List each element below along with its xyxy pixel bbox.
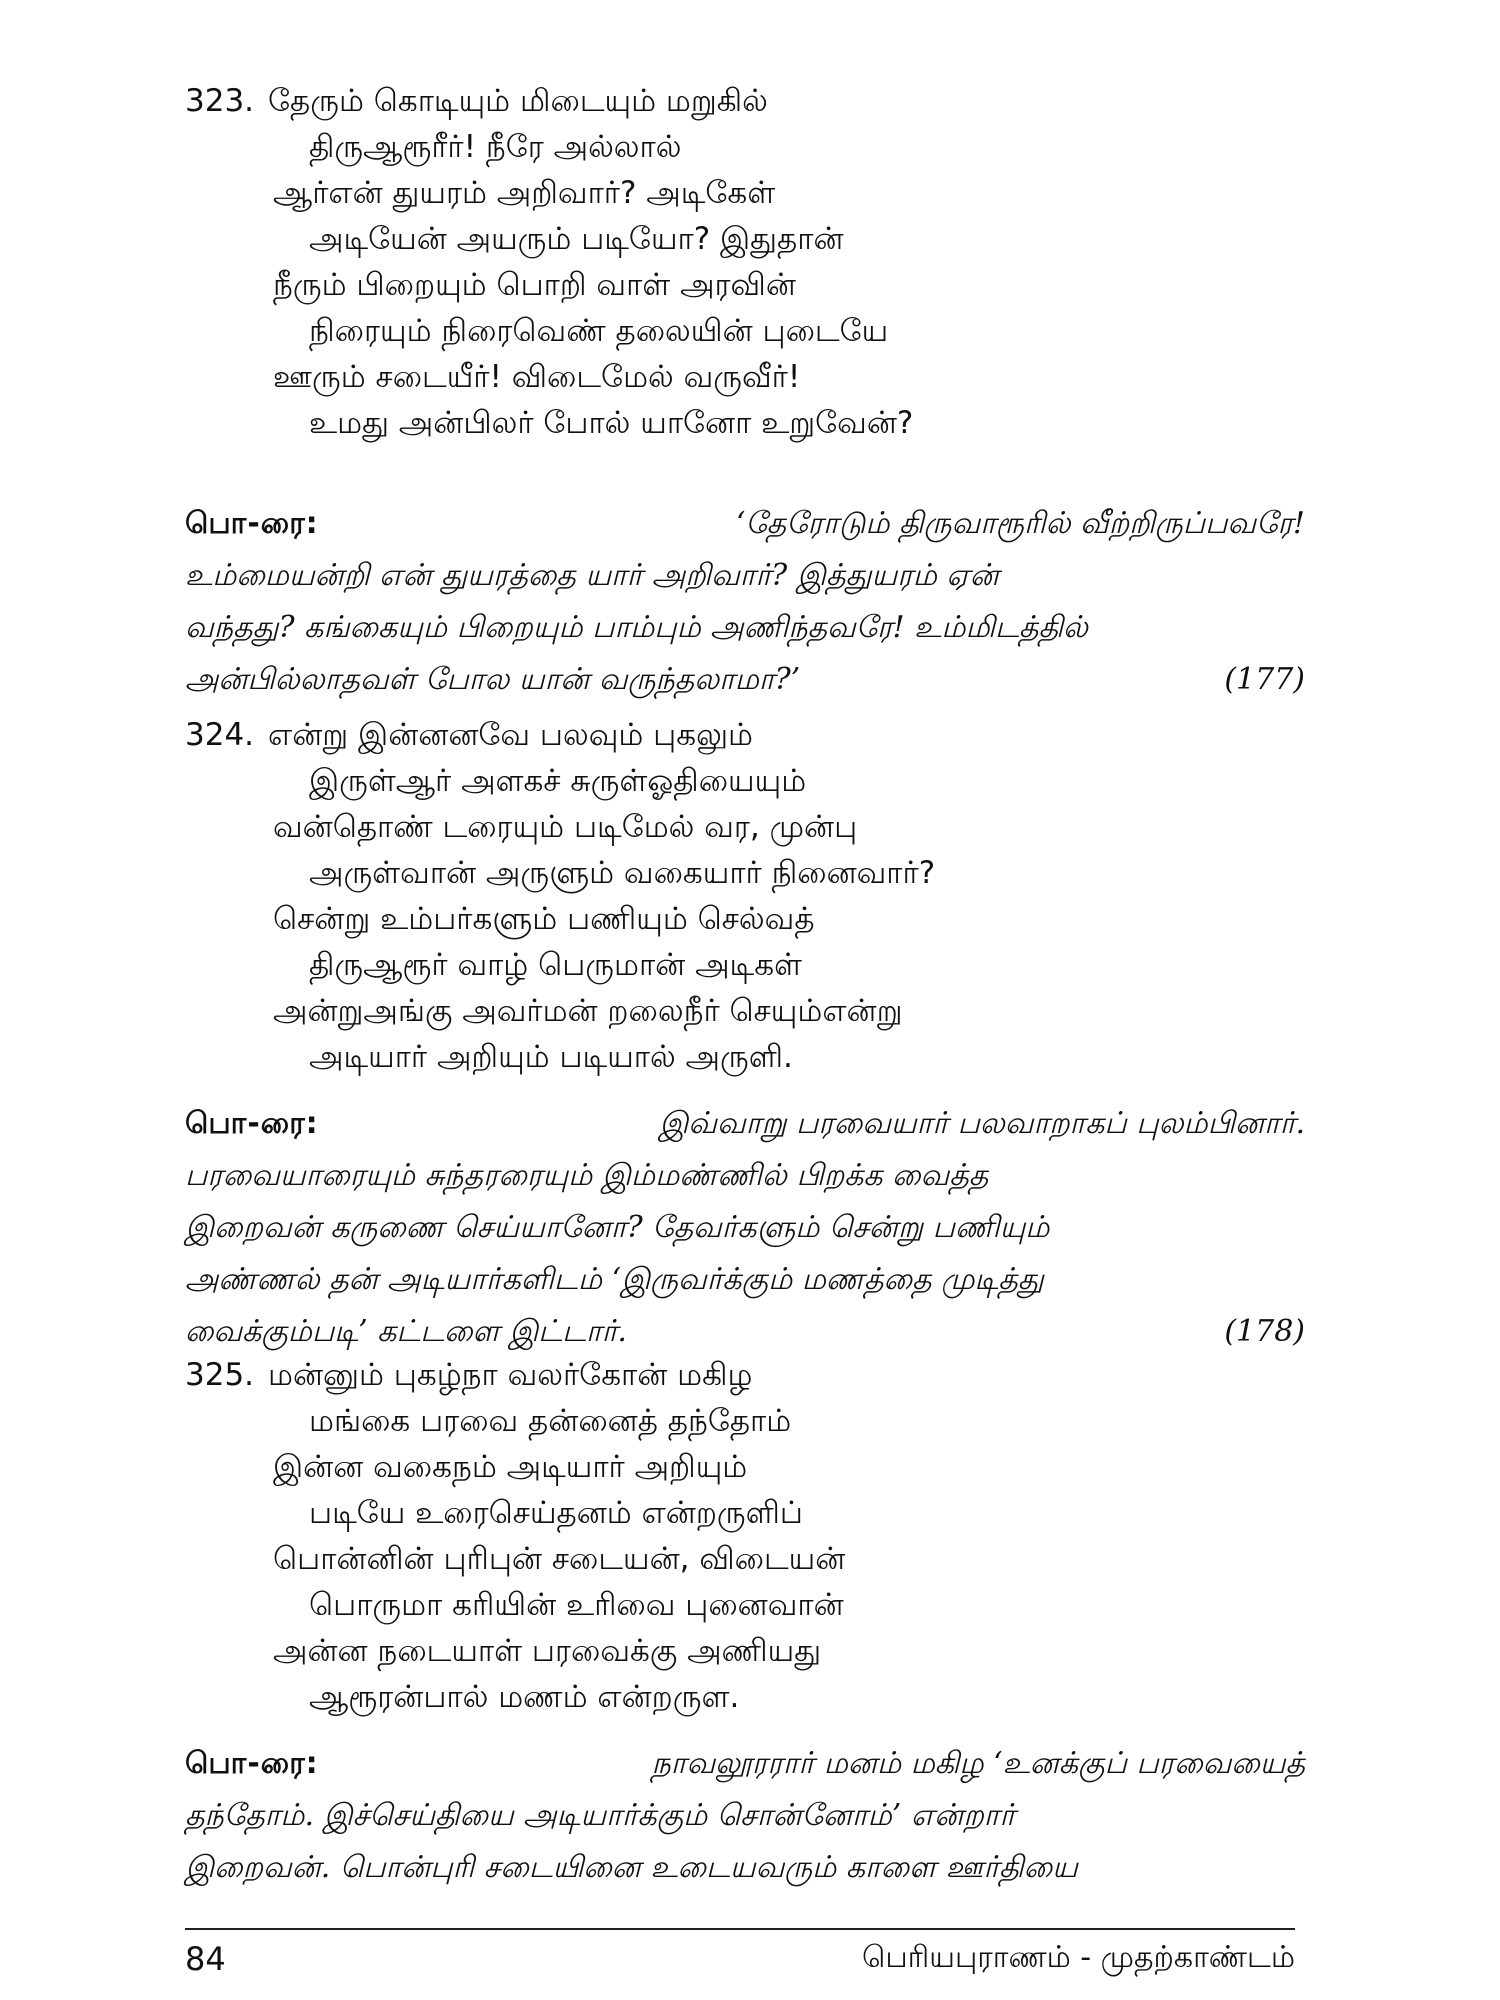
verse-line: அருள்வான் அருளும் வகையார் நினைவார்? bbox=[309, 855, 936, 891]
commentary-178 bbox=[185, 1098, 1305, 1358]
commentary-179 bbox=[185, 1738, 1305, 1894]
commentary-line: இறைவன். பொன்புரி சடையினை உடையவரும் காளை ஊர்தியை bbox=[185, 1850, 1078, 1885]
commentary-label: பொ-ரை: bbox=[185, 506, 319, 541]
commentary-line: வைக்கும்படி’ கட்டளை இட்டார். (178) bbox=[185, 1306, 1305, 1358]
commentary-line: பரவையாரையும் சுந்தரரையும் இம்மண்ணில் பிறக்க வைத்த bbox=[185, 1158, 989, 1193]
footer-rule bbox=[185, 1928, 1295, 1930]
verse-number: 324. bbox=[185, 717, 255, 753]
commentary-line: அன்பில்லாதவள் போல யான் வருந்தலாமா?’ (177) bbox=[185, 654, 1305, 706]
commentary-label: பொ-ரை: bbox=[185, 1746, 319, 1781]
verse-323 bbox=[185, 78, 1305, 446]
verse-line: நீரும் பிறையும் பொறி வாள் அரவின் bbox=[273, 267, 796, 303]
verse-324 bbox=[185, 712, 1305, 1080]
verse-line: திருஆரூர் வாழ் பெருமான் அடிகள் bbox=[309, 947, 803, 983]
verse-line: பொன்னின் புரிபுன் சடையன், விடையன் bbox=[273, 1541, 846, 1577]
commentary-line: பொ-ரை: ‘தேரோடும் திருவாரூரில் வீற்றிருப்பவரே! bbox=[185, 498, 1305, 550]
commentary-line: பொ-ரை: நாவலூரரார் மனம் மகிழ ‘உனக்குப் பரவையைத் bbox=[185, 1738, 1305, 1790]
verse-number: 323. bbox=[185, 83, 255, 119]
verse-line: அன்ன நடையாள் பரவைக்கு அணியது bbox=[273, 1633, 822, 1669]
verse-number: 325. bbox=[185, 1357, 255, 1393]
verse-line: சென்று உம்பர்களும் பணியும் செல்வத் bbox=[273, 901, 815, 937]
verse-line: உமது அன்பிலர் போல் யானோ உறுவேன்? bbox=[309, 405, 914, 441]
verse-reference: (178) bbox=[1224, 1314, 1305, 1349]
verse-line: இருள்ஆர் அளகச் சுருள்ஓதியையும் bbox=[309, 763, 807, 799]
commentary-line: வந்தது? கங்கையும் பிறையும் பாம்பும் அணிந்தவரே! உம்மிடத்தில் bbox=[185, 610, 1088, 645]
commentary-line: பொ-ரை: இவ்வாறு பரவையார் பலவாறாகப் புலம்பினார். bbox=[185, 1098, 1305, 1150]
verse-line: மங்கை பரவை தன்னைத் தந்தோம் bbox=[309, 1403, 792, 1439]
verse-reference: (177) bbox=[1224, 662, 1305, 697]
page-number: 84 bbox=[185, 1940, 226, 1978]
verse-line: ஊரும் சடையீர்! விடைமேல் வருவீர்! bbox=[273, 359, 801, 395]
commentary-line: உம்மையன்றி என் துயரத்தை யார் அறிவார்? இத்துயரம் ஏன் bbox=[185, 558, 999, 593]
verse-line: ஆரூரன்பால் மணம் என்றருள. bbox=[309, 1679, 740, 1715]
running-title: பெரியபுராணம் - முதற்காண்டம் bbox=[861, 1940, 1295, 1975]
verse-line: திருஆரூரீர்! நீரே அல்லால் bbox=[309, 129, 682, 165]
verse-line: 324. என்று இன்னனவே பலவும் புகலும் bbox=[185, 712, 1305, 758]
verse-line: அடியார் அறியும் படியால் அருளி. bbox=[309, 1039, 793, 1075]
verse-line: அடியேன் அயரும் படியோ? இதுதான் bbox=[309, 221, 844, 257]
verse-325 bbox=[185, 1352, 1305, 1720]
verse-line: படியே உரைசெய்தனம் என்றருளிப் bbox=[309, 1495, 804, 1531]
commentary-line: தந்தோம். இச்செய்தியை அடியார்க்கும் சொன்னோம்’ என்றார் bbox=[185, 1798, 1016, 1833]
commentary-line: அண்ணல் தன் அடியார்களிடம் ‘இருவர்க்கும் மணத்தை முடித்து bbox=[185, 1262, 1044, 1297]
verse-line: நிரையும் நிரைவெண் தலையின் புடையே bbox=[309, 313, 889, 349]
verse-line: 323. தேரும் கொடியும் மிடையும் மறுகில் bbox=[185, 78, 1305, 124]
verse-line: 325. மன்னும் புகழ்நா வலர்கோன் மகிழ bbox=[185, 1352, 1305, 1398]
verse-line: ஆர்என் துயரம் அறிவார்? அடிகேள் bbox=[273, 175, 776, 211]
commentary-label: பொ-ரை: bbox=[185, 1106, 319, 1141]
verse-line: வன்தொண் டரையும் படிமேல் வர, முன்பு bbox=[273, 809, 858, 845]
verse-line: இன்ன வகைநம் அடியார் அறியும் bbox=[273, 1449, 748, 1485]
commentary-line: இறைவன் கருணை செய்யானோ? தேவர்களும் சென்று பணியும் bbox=[185, 1210, 1050, 1245]
commentary-177 bbox=[185, 498, 1305, 706]
verse-line: பொருமா கரியின் உரிவை புனைவான் bbox=[309, 1587, 844, 1623]
verse-line: அன்றுஅங்கு அவர்மன் றலைநீர் செயும்என்று bbox=[273, 993, 903, 1029]
